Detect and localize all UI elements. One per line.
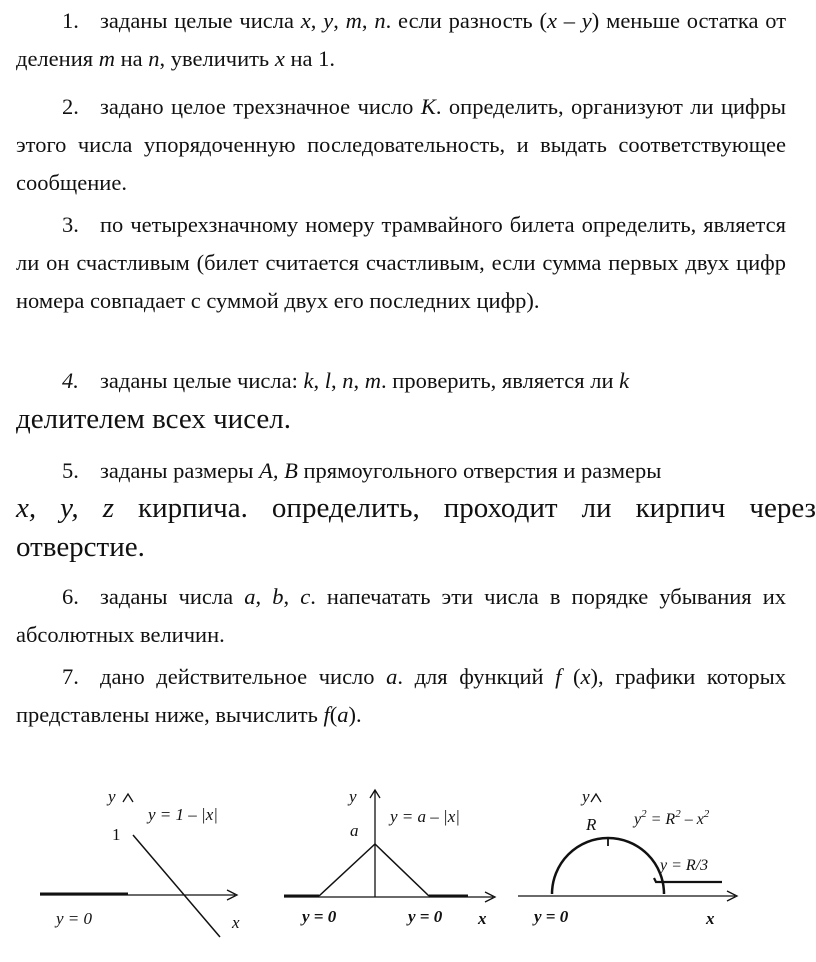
task-4: 4. заданы целые числа: k, l, n, m. проверить, является ли k делителем всех чисел.: [16, 362, 786, 440]
x-axis-label: x: [706, 909, 715, 928]
y-axis-label: y: [349, 787, 357, 806]
task-6: 6. заданы числа a, b, c. напечатать эти числа в порядке убывания их абсолютных величин.: [16, 578, 786, 654]
semicircle: [552, 838, 664, 894]
task-5: 5. заданы размеры A, B прямоугольного отверстия и размеры x, y, z кирпича. определить, проходит ли кирпич через отверстие.: [16, 452, 816, 568]
segment-decline: [133, 835, 220, 937]
task-number: 3.: [62, 212, 79, 237]
tick-label: 1: [112, 825, 121, 844]
tick-label: R: [586, 815, 597, 834]
task-1: 1. заданы целые числа x, y, m, n. если разность (x – y) меньше остатка от деления m на n, увеличить x на 1.: [16, 2, 786, 78]
graph-1: [30, 780, 260, 950]
task-number: 4.: [62, 368, 79, 393]
y-axis-label: y: [582, 787, 590, 806]
y-axis-arrow-icon: [591, 794, 601, 802]
left-label: y = 0: [534, 907, 569, 926]
triangle-peak: [319, 844, 429, 896]
task-7: 7. дано действительное число a. для функций f (x), графики которых представлены ниже, вычислить f(a).: [16, 658, 786, 734]
left-label: y = 0: [56, 909, 93, 928]
task-number: 7.: [62, 664, 79, 689]
graph-3: [510, 780, 760, 950]
right-formula: y = R/3: [660, 857, 709, 874]
formula: $y^2 = R^2 - x^2$: [634, 808, 710, 828]
graph-2: [278, 780, 508, 950]
task-2: 2. задано целое трехзначное число K. определить, организуют ли цифры этого числа упорядоченную последовательность, и выдать соответствующее сообщение.: [16, 88, 786, 202]
left-label: y = 0: [302, 907, 337, 926]
y-axis-label: y: [108, 787, 116, 806]
task-number: 1.: [62, 8, 79, 33]
y-axis-arrow-icon: [123, 794, 133, 802]
task-number: 2.: [62, 94, 79, 119]
x-axis-label: x: [232, 913, 240, 932]
formula: y = 1 – |x|: [148, 805, 218, 824]
tick-label: a: [350, 821, 359, 840]
task-number: 6.: [62, 584, 79, 609]
task-number: 5.: [62, 458, 79, 483]
x-axis-label: x: [478, 909, 487, 928]
task-3: 3. по четырехзначному номеру трамвайного билета определить, является ли он счастливым (билет считается счастливым, если сумма первых двух цифр номера совпадает с суммой двух его последних цифр).: [16, 206, 786, 320]
right-label: y = 0: [408, 907, 443, 926]
formula: y = a – |x|: [390, 807, 460, 826]
segment-r3: [654, 878, 722, 882]
